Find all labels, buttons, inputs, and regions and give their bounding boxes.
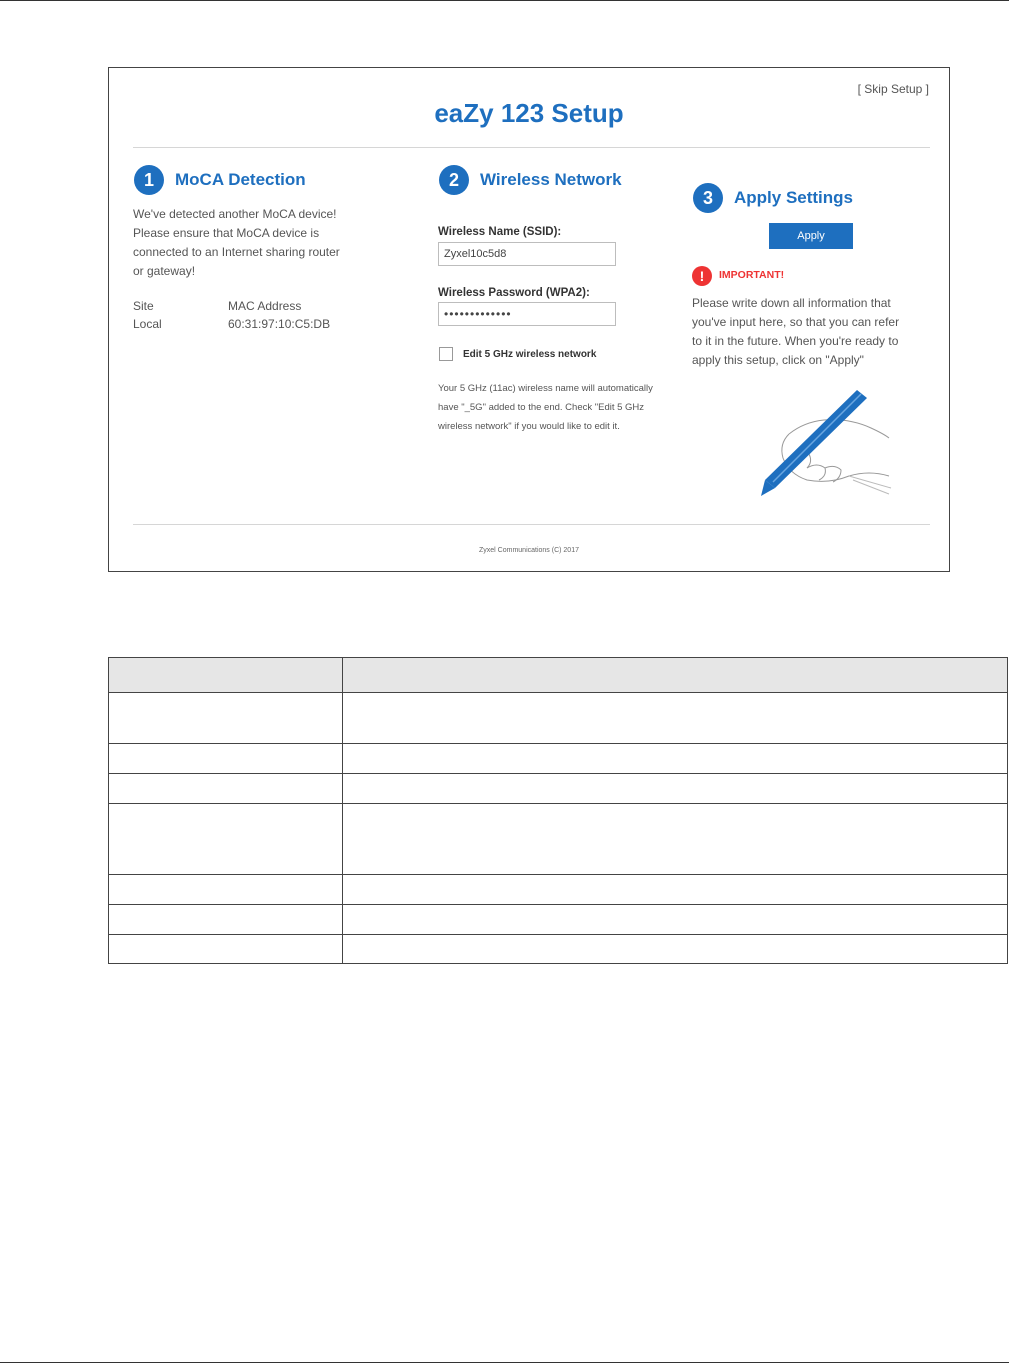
skip-setup-link[interactable]: [ Skip Setup ]	[857, 82, 929, 96]
hand-writing-illustration	[749, 384, 899, 500]
5ghz-note	[438, 379, 678, 436]
5ghz-note-line: Your 5 GHz (11ac) wireless name will automatically	[438, 383, 653, 394]
table-cell	[343, 804, 1008, 875]
table-row	[109, 935, 1008, 964]
step-3-title: Apply Settings	[734, 188, 854, 207]
table-cell	[109, 774, 343, 804]
table-row	[109, 774, 1008, 804]
table-cell	[343, 875, 1008, 905]
table-cell	[109, 875, 343, 905]
page-top-rule	[0, 0, 1009, 1]
edit-5ghz-checkbox[interactable]	[439, 347, 453, 361]
mac-address-value: 60:31:97:10:C5:DB	[228, 317, 331, 331]
table-cell	[109, 905, 343, 935]
table-row	[109, 875, 1008, 905]
table-row	[109, 693, 1008, 744]
moca-message-line: connected to an Internet sharing router	[133, 245, 340, 259]
table-cell	[343, 935, 1008, 964]
warning-icon: !	[692, 266, 712, 286]
table-header-cell	[343, 658, 1008, 693]
edit-5ghz-label[interactable]: Edit 5 GHz wireless network	[463, 349, 597, 360]
step-1-title: MoCA Detection	[175, 170, 306, 189]
moca-message	[133, 205, 393, 281]
moca-message-line: We've detected another MoCA device!	[133, 207, 337, 221]
step-2-header	[439, 165, 622, 195]
password-label: Wireless Password (WPA2):	[438, 287, 590, 299]
step-3-number-badge: 3	[693, 183, 723, 213]
table-cell	[343, 905, 1008, 935]
step-1-number-badge: 1	[134, 165, 164, 195]
moca-message-line: Please ensure that MoCA device is	[133, 226, 320, 240]
apply-button[interactable]: Apply	[769, 223, 853, 249]
important-message-line: you've input here, so that you can refer	[692, 315, 900, 329]
table-cell	[109, 744, 343, 774]
table-cell	[343, 774, 1008, 804]
ssid-label: Wireless Name (SSID):	[438, 226, 562, 238]
page-bottom-rule	[0, 1362, 1009, 1363]
step-1-header	[134, 165, 306, 195]
table-header-row	[109, 658, 1008, 693]
footer-divider	[133, 524, 930, 525]
page-title: eaZy 123 Setup	[434, 98, 624, 128]
table-cell	[343, 693, 1008, 744]
important-message-line: Please write down all information that	[692, 296, 891, 310]
moca-message-line: or gateway!	[133, 264, 196, 278]
password-input[interactable]: •••••••••••••	[438, 302, 616, 326]
header-divider	[133, 147, 930, 148]
table-header-cell	[109, 658, 343, 693]
important-message	[692, 294, 932, 370]
important-message-line: apply this setup, click on "Apply"	[692, 353, 864, 367]
setup-screenshot-frame	[108, 67, 950, 572]
table-cell	[109, 935, 343, 964]
table-row	[109, 905, 1008, 935]
table-row	[109, 744, 1008, 774]
important-message-line: to it in the future. When you're ready to	[692, 334, 899, 348]
table-cell	[109, 804, 343, 875]
table-cell	[109, 693, 343, 744]
table-row	[109, 804, 1008, 875]
copyright-footer: Zyxel Communications (C) 2017	[479, 547, 579, 554]
table-cell	[343, 744, 1008, 774]
5ghz-note-line: have "_5G" added to the end. Check "Edit 5 GHz	[438, 402, 645, 413]
important-label: IMPORTANT!	[719, 269, 785, 281]
site-header: Site	[133, 299, 154, 313]
mac-address-header: MAC Address	[228, 299, 302, 313]
step-2-title: Wireless Network	[480, 170, 622, 189]
5ghz-note-line: wireless network" if you would like to edit it.	[438, 421, 620, 432]
description-table	[108, 657, 1008, 964]
step-3-header	[693, 183, 853, 213]
step-2-number-badge: 2	[439, 165, 469, 195]
site-value: Local	[133, 317, 162, 331]
ssid-input[interactable]: Zyxel10c5d8	[438, 242, 616, 266]
